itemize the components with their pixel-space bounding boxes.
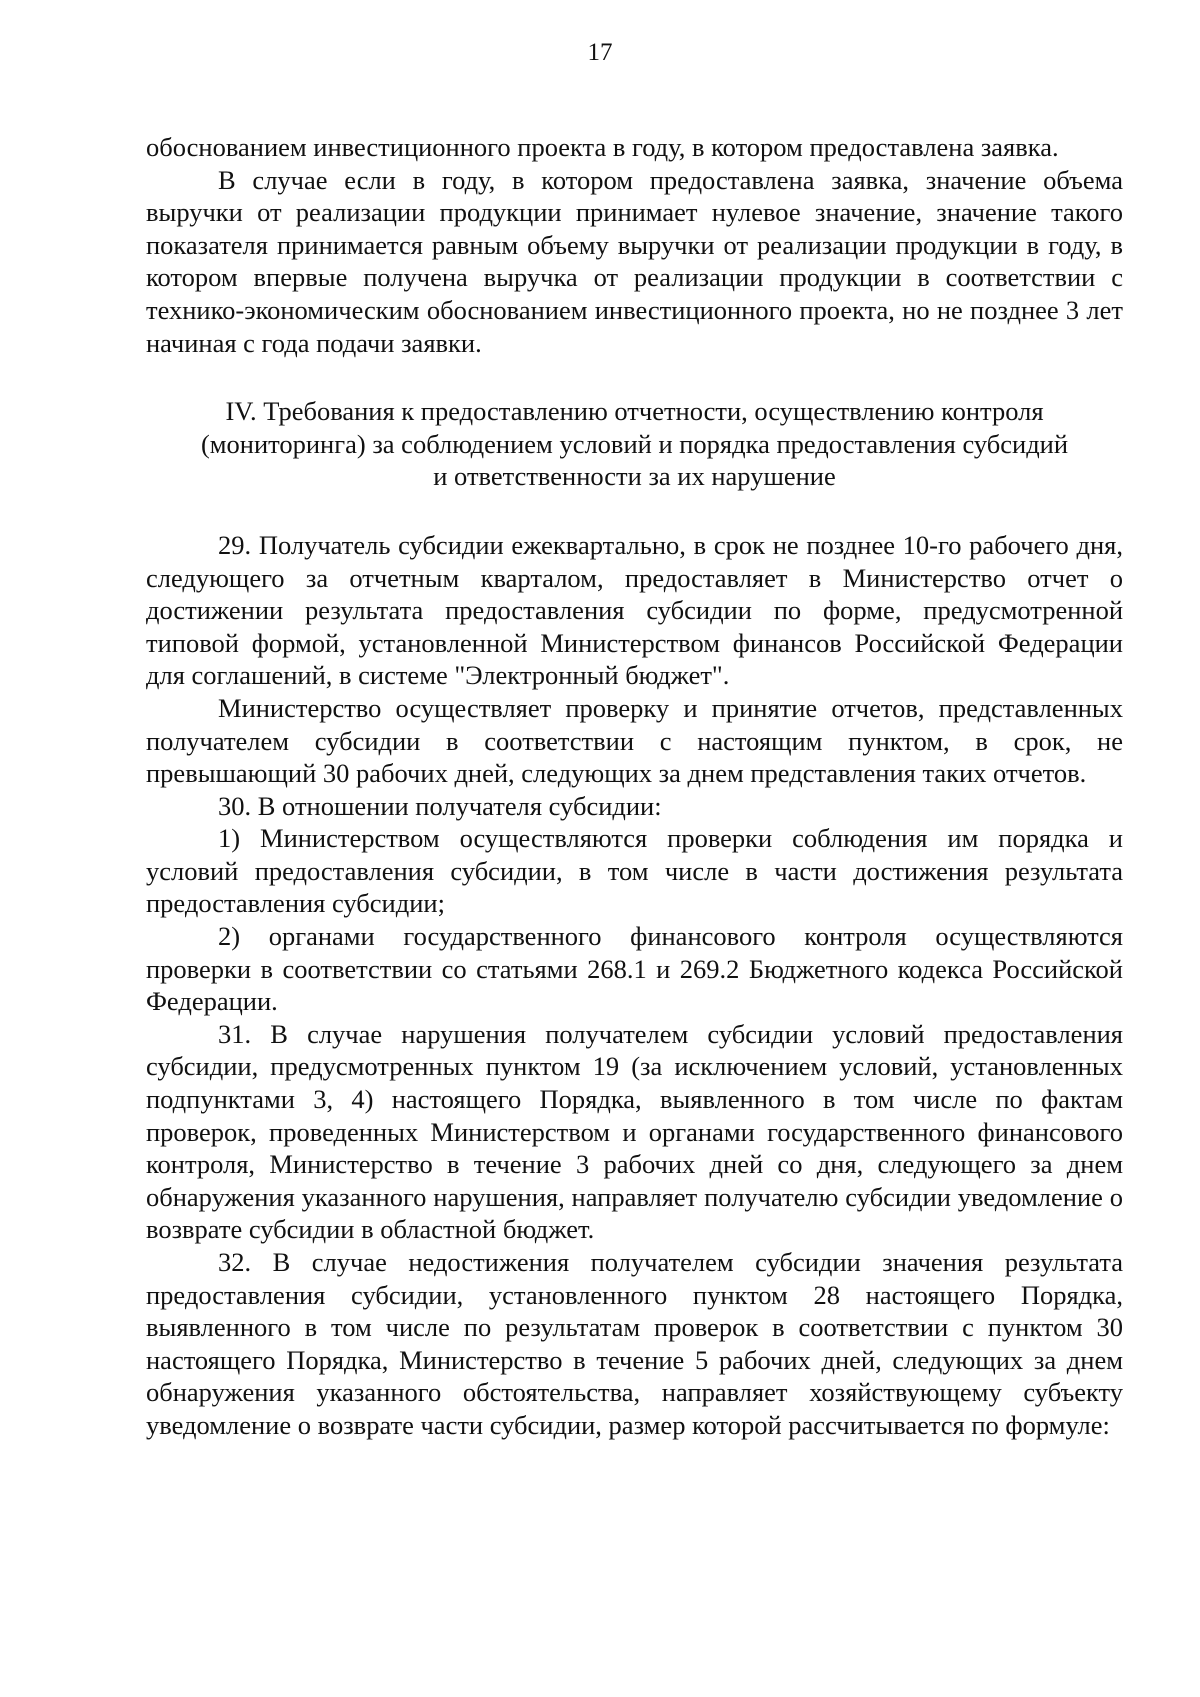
paragraph-zero-revenue: В случае если в году, в котором предоставлена заявка, значение объема выручки от реализации продукции принимает нулевое значение, значение такого показателя принимается равным объему выручки от реализации продукции в году, в котором впервые получена выручка от реализации продукции в соответствии с технико-экономическим обоснованием инвестиционного проекта, но не позднее 3 лет начиная с года подачи заявки. (146, 164, 1123, 358)
paragraph-30-item-1: 1) Министерством осуществляются проверки соблюдения им порядка и условий предоставления субсидии, в том числе в части достижения результата предоставления субсидии; (146, 823, 1123, 919)
paragraph-31: 31. В случае нарушения получателем субсидии условий предоставления субсидии, предусмотренных пунктом 19 (за исключением условий, установленных подпунктами 3, 4) настоящего Порядка, выявленного в том числе по фактам проверок, проведенных Министерством и органами государственного финансового контроля, Министерство в течение 3 рабочих дней со дня, следующего за днем обнаружения указанного нарушения, направляет получателю субсидии уведомление о возврате субсидии в областной бюджет. (146, 1018, 1123, 1245)
paragraph-continuation: обоснованием инвестиционного проекта в году, в котором предоставлена заявка. (146, 132, 1059, 162)
document-body (146, 131, 1123, 1442)
section-heading (146, 395, 1123, 493)
paragraph-29: 29. Получатель субсидии ежеквартально, в срок не позднее 10-го рабочего дня, следующего за отчетным кварталом, предоставляет в Министерство отчет о достижении результата предоставления субсидии по форме, предусмотренной типовой формой, установленной Министерством финансов Российской Федерации для соглашений, в системе "Электронный бюджет". (146, 529, 1123, 691)
paragraph-30-item-2: 2) органами государственного финансового контроля осуществляются проверки в соответствии со статьями 268.1 и 269.2 Бюджетного кодекса Российской Федерации. (146, 921, 1123, 1017)
section-heading-line: (мониторинга) за соблюдением условий и порядка предоставления субсидий (200, 428, 1069, 459)
paragraph-30: 30. В отношении получателя субсидии: (218, 790, 662, 821)
section-heading-line: IV. Требования к предоставлению отчетности, осуществлению контроля (225, 396, 1044, 427)
paragraph-32: 32. В случае недостижения получателем субсидии значения результата предоставления субсидии, установленного пунктом 28 настоящего Порядка, выявленного в том числе по результатам проверок в соответствии с пунктом 30 настоящего Порядка, Министерство в течение 5 рабочих дней, следующих за днем обнаружения указанного обстоятельства, направляет хозяйствующему субъекту уведомление о возврате части субсидии, размер которой рассчитывается по формуле: (146, 1247, 1123, 1440)
paragraph-ministry-review: Министерство осуществляет проверку и принятие отчетов, представленных получателем субсидии в соответствии с настоящим пунктом, в срок, не превышающий 30 рабочих дней, следующих за днем представления таких отчетов. (146, 692, 1123, 789)
page-number: 17 (587, 39, 613, 66)
section-heading-line: и ответственности за их нарушение (433, 461, 836, 492)
